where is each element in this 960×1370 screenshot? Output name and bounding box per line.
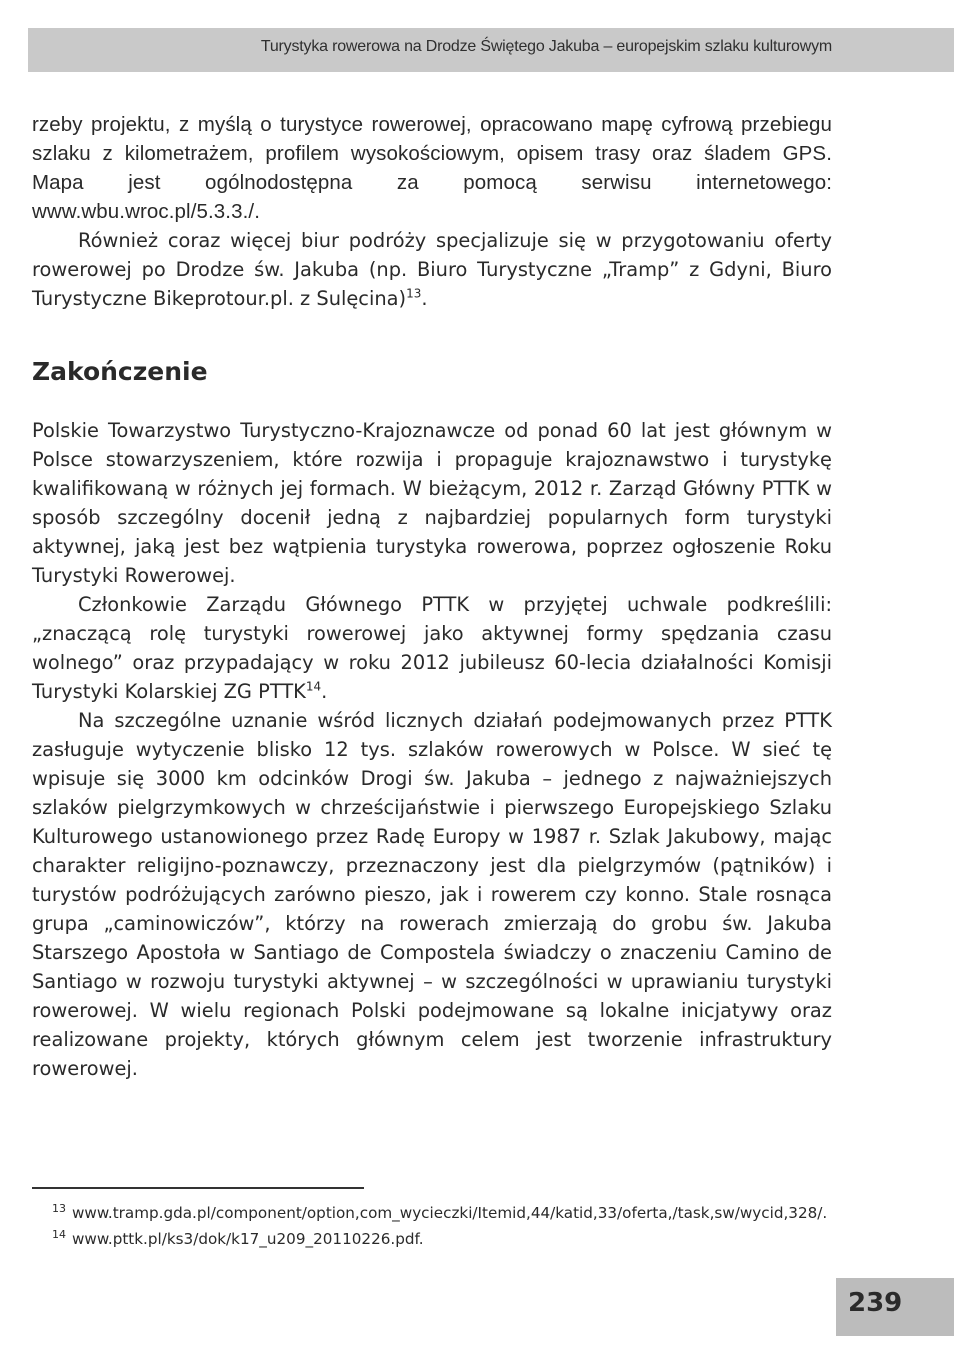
footnote-text: www.pttk.pl/ks3/dok/k17_u209_20110226.pdf.	[72, 1230, 424, 1249]
paragraph-pttk-intro: Polskie Towarzystwo Turystyczno-Krajoznawcze od ponad 60 lat jest głównym w Polsce stowarzyszeniem, które rozwija i propaguje krajoznawstwo i turystykę kwalifikowaną w różnych jej formach. W bieżącym, 2012 r. Zarząd Główny PTTK w sposób szczególny docenił jedną z najbardziej popularnych form turystyki aktywnej, jaką jest bez wątpienia turystyka rowerowa, poprzez ogłoszenie Roku Turystyki Rowerowej.	[32, 419, 832, 587]
footnote-ref-13[interactable]: 13	[406, 286, 422, 301]
section-heading: Zakończenie	[32, 357, 208, 386]
paragraph-resolution-text: Członkowie Zarządu Głównego PTTK w przyjętej uchwale podkreślili: „znaczącą rolę turystyki rowerowej jako aktywnej formy spędzania czasu wolnego” oraz przypadający w roku 2012 jubileusz 60-lecia działalności Komisji Turystyki Kolarskiej ZG PTTK	[32, 593, 832, 703]
footnote-14	[32, 1224, 832, 1250]
paragraph-gps-map: rzeby projektu, z myślą o turystyce rowerowej, opracowano mapę cyfrową przebiegu szlaku z kilometrażem, profilem wysokościowym, opisem trasy oraz śladem GPS. Mapa jest ogólnodostępna za pomocą serwisu internetowego: www.wbu.wroc.pl/5.3.3./.	[32, 113, 832, 223]
footnote-text: www.tramp.gda.pl/component/option,com_wycieczki/Itemid,44/katid,33/oferta,/task,sw/wycid,328/.	[72, 1204, 828, 1223]
footnote-13	[32, 1198, 832, 1224]
paragraph-resolution	[32, 590, 832, 706]
footnote-divider	[32, 1187, 364, 1189]
paragraph-camino: Na szczególne uznanie wśród licznych działań podejmowanych przez PTTK zasługuje wytyczenie blisko 12 tys. szlaków rowerowych w Polsce. W sieć tę wpisuje się 3000 km odcinków Drogi św. Jakuba – jednego z najważniejszych szlaków pielgrzymkowych w chrześcijaństwie i pierwszego Europejskiego Szlaku Kulturowego ustanowionego przez Radę Europy w 1987 r. Szlak Jakubowy, mając charakter religijno-poznawczy, przeznaczony jest dla pielgrzymów (pątników) i turystów podróżujących zarówno pieszo, jak i rowerem czy konno. Stale rosnąca grupa „caminowiczów”, którzy na rowerach zmierzają do grobu św. Jakuba Starszego Apostoła w Santiago de Compostela świadczy o znaczeniu Camino de Santiago w rozwoju turystyki aktywnej – w szczególności w uprawianiu turystyki rowerowej. W wielu regionach Polski podejmowane są lokalne inicjatywy oraz realizowane projekty, których głównym celem jest tworzenie infrastruktury rowerowej.	[32, 709, 832, 1080]
footnote-number: 13	[52, 1202, 66, 1215]
footnote-ref-14[interactable]: 14	[305, 679, 322, 694]
page-number: 239	[848, 1288, 903, 1318]
paragraph-end-punct: .	[321, 680, 328, 703]
running-header-title: Turystyka rowerowa na Drodze Świętego Jakuba – europejskim szlaku kulturowym	[260, 38, 832, 55]
paragraph-travel-agencies	[32, 226, 832, 313]
paragraph-travel-agencies-text: Również coraz więcej biur podróży specjalizuje się w przygotowaniu oferty rowerowej po Drodze św. Jakuba (np. Biuro Turystyczne „Tramp” z Gdyni, Biuro Turystyczne Bikeprotour.pl. z Sulęcina)	[32, 229, 832, 310]
page-body	[32, 110, 832, 1083]
footnote-number: 14	[52, 1228, 66, 1242]
footnotes	[32, 1198, 832, 1250]
paragraph-end-punct: .	[421, 287, 428, 310]
